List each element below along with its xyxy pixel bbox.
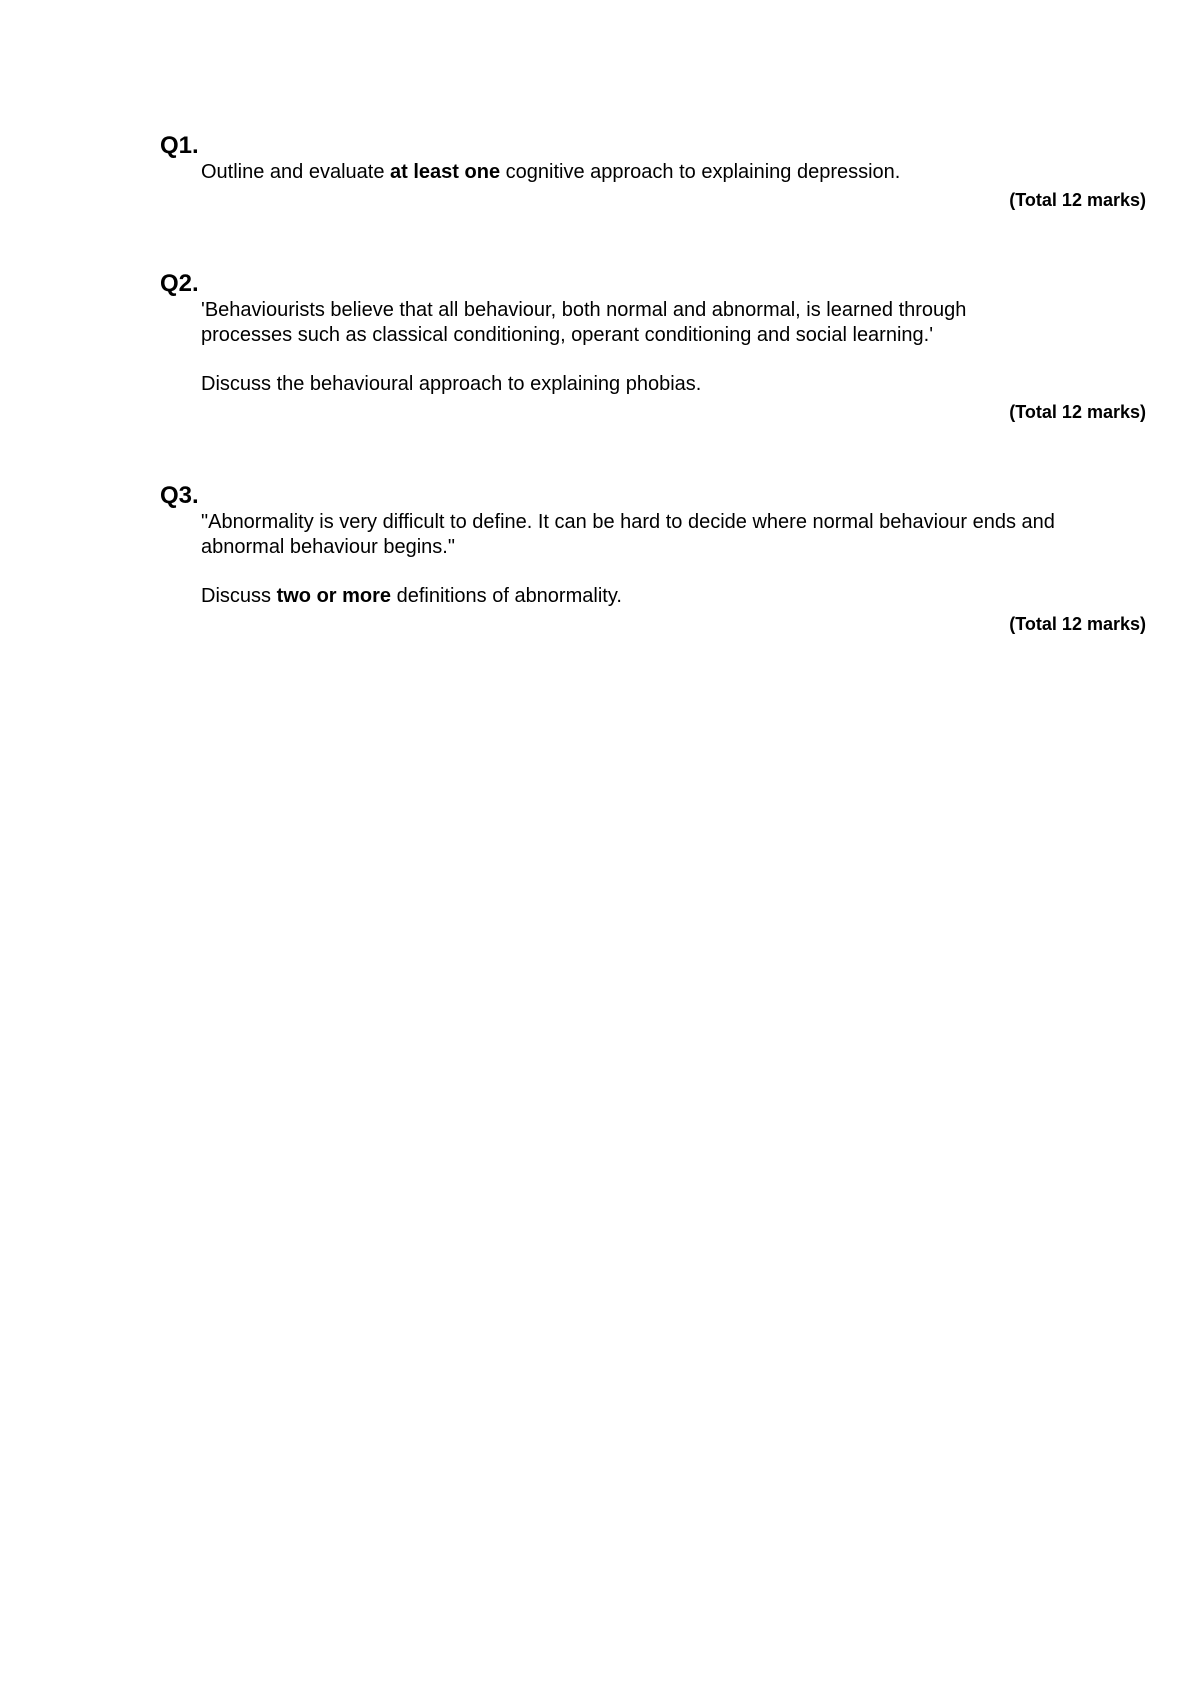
question-2 xyxy=(160,270,1146,423)
question-emphasis: at least one xyxy=(390,161,501,183)
question-number: Q3. xyxy=(160,482,199,509)
question-number: Q1. xyxy=(160,132,199,159)
question-number: Q2. xyxy=(160,270,199,297)
question-text-part: Discuss xyxy=(201,585,277,607)
question-body xyxy=(201,298,1056,397)
question-quote xyxy=(201,510,1056,560)
question-body xyxy=(201,160,1056,185)
question-text xyxy=(201,160,1056,185)
question-text-part: Outline and evaluate xyxy=(201,161,391,183)
question-text-part: Discuss the behavioural approach to explaining phobias. xyxy=(201,373,702,395)
question-text-part: "Abnormality is very difficult to define. It can be hard to decide where normal behaviour ends and abnormal behaviour begins." xyxy=(201,511,1055,558)
question-text xyxy=(201,372,1056,397)
question-1 xyxy=(160,132,1146,211)
question-emphasis: two or more xyxy=(276,585,392,607)
marks-label: (Total 12 marks) xyxy=(1009,190,1146,210)
question-3 xyxy=(160,482,1146,635)
question-text-part: definitions of abnormality. xyxy=(391,585,622,607)
question-text-part: cognitive approach to explaining depression. xyxy=(500,161,901,183)
question-text xyxy=(201,584,1056,609)
marks-label: (Total 12 marks) xyxy=(1009,614,1146,634)
question-quote xyxy=(201,298,1056,348)
marks-label: (Total 12 marks) xyxy=(1009,402,1146,422)
question-text-part: 'Behaviourists believe that all behaviour, both normal and abnormal, is learned through processes such as classical conditioning, operant conditioning and social learning.' xyxy=(201,299,967,346)
question-body xyxy=(201,510,1056,609)
